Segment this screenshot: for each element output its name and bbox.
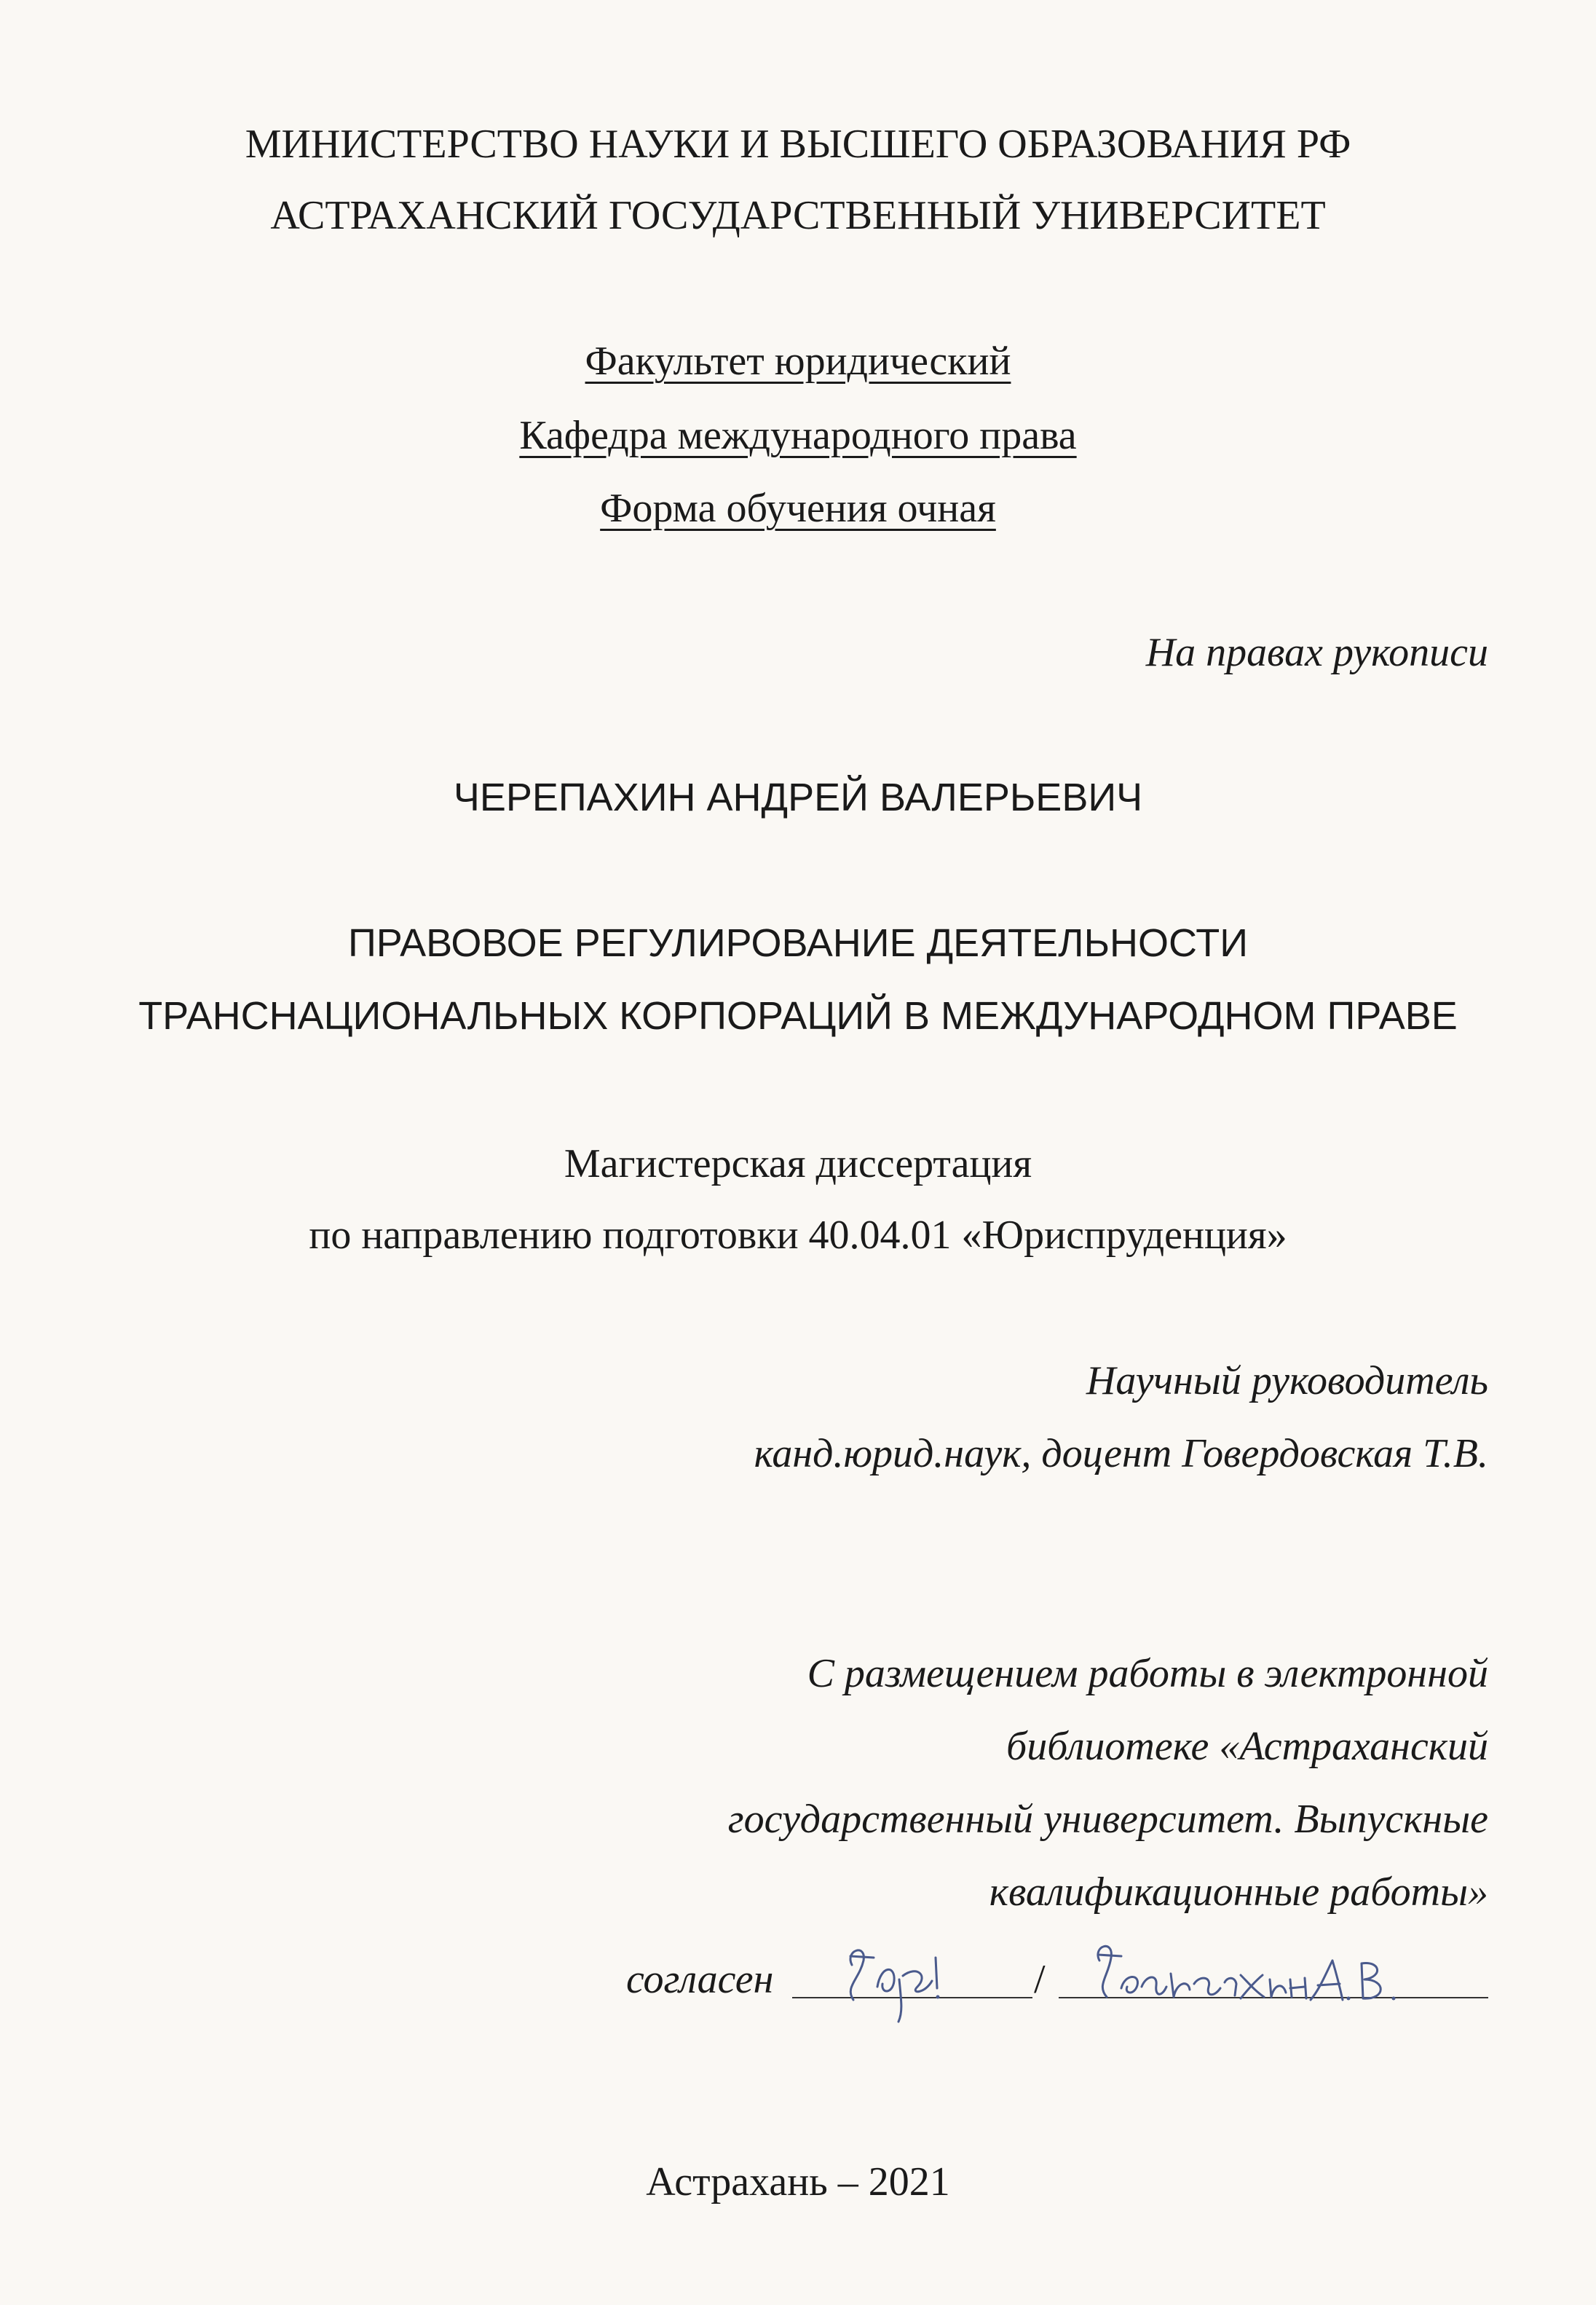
city-year: Астрахань – 2021: [646, 2159, 950, 2204]
work-type: Магистерская диссертация: [564, 1141, 1032, 1186]
signature-separator: /: [1034, 1957, 1046, 2002]
author-name: ЧЕРЕПАХИН АНДРЕЙ ВАЛЕРЬЕВИЧ: [453, 776, 1143, 819]
study-form-text: Форма обучения очная: [600, 486, 996, 531]
department-line: [0, 415, 1596, 456]
study-form-line: [0, 488, 1596, 529]
university-name: АСТРАХАНСКИЙ ГОСУДАРСТВЕННЫЙ УНИВЕРСИТЕТ: [270, 193, 1326, 238]
work-direction: по направлению подготовки 40.04.01 «Юриспруденция»: [309, 1213, 1287, 1258]
manuscript-note: На правах рукописи: [1145, 630, 1488, 675]
agree-label: согласен: [626, 1957, 774, 2002]
thesis-title-line1: ПРАВОВОЕ РЕГУЛИРОВАНИЕ ДЕЯТЕЛЬНОСТИ: [347, 921, 1249, 965]
consent-line1: С размещением работы в электронной: [807, 1651, 1488, 1696]
supervisor-label: Научный руководитель: [1086, 1358, 1488, 1403]
faculty-line: [0, 341, 1596, 382]
supervisor-name: канд.юрид.наук, доцент Говердовская Т.В.: [754, 1431, 1488, 1476]
consent-line2: библиотеке «Астраханский: [1006, 1724, 1488, 1769]
faculty-text: Факультет юридический: [585, 339, 1011, 384]
signature-scribble: [837, 1936, 983, 2023]
consent-line3: государственный университет. Выпускные: [727, 1797, 1488, 1842]
handwritten-name-scribble: [1092, 1939, 1456, 2019]
department-text: Кафедра международного права: [519, 413, 1077, 458]
signature-row: [626, 1936, 1488, 2045]
ministry-name: МИНИСТЕРСТВО НАУКИ И ВЫСШЕГО ОБРАЗОВАНИЯ РФ: [245, 122, 1351, 167]
consent-line4: квалификационные работы»: [989, 1869, 1488, 1915]
thesis-title-line2: ТРАНСНАЦИОНАЛЬНЫХ КОРПОРАЦИЙ В МЕЖДУНАРОДНОМ ПРАВЕ: [138, 994, 1458, 1038]
